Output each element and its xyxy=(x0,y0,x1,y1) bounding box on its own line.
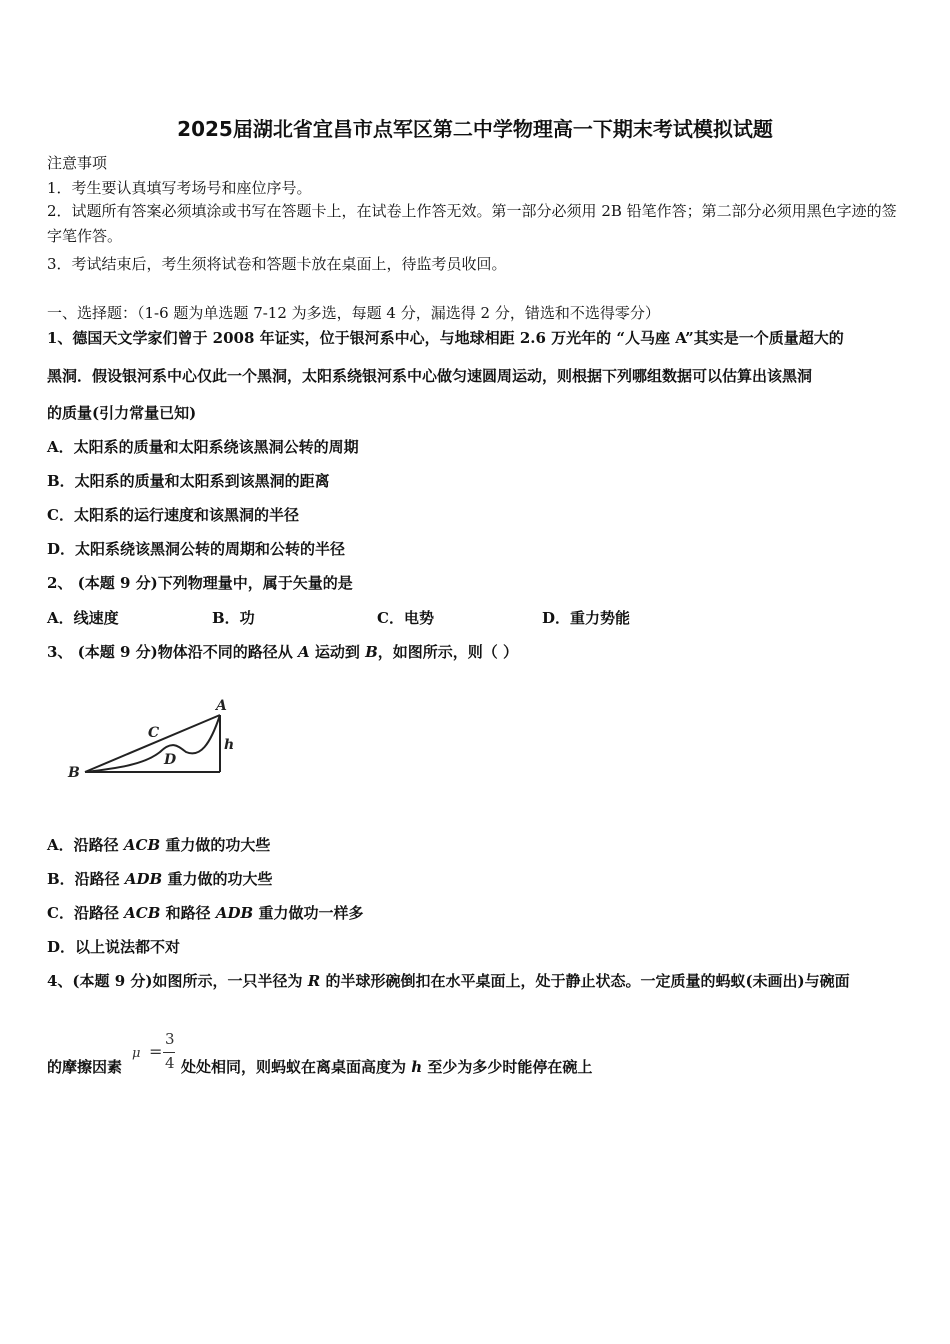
q2-option-c: C．电势 xyxy=(377,609,434,627)
q4-stem: 4、(本题 9 分)如图所示，一只半径为 R 的半球形碗倒扣在水平桌面上，处于静止状态。一定质量的蚂蚁(未画出)与碗面 xyxy=(47,972,850,990)
q3-figure xyxy=(60,690,250,790)
fraction-bar xyxy=(163,1052,175,1053)
q1-stem: 黑洞．假设银河系中心仅此一个黑洞，太阳系绕银河系中心做匀速圆周运动，则根据下列哪组数据可以估算出该黑洞 xyxy=(47,367,813,385)
notice-heading: 注意事项 xyxy=(47,154,108,172)
notice-item: 1．考生要认真填写考场号和座位序号。 xyxy=(47,179,312,197)
q3-stem-text: 3、 (本题 9 分)物体沿不同的路径从 xyxy=(47,643,298,661)
q2-option-b: B．功 xyxy=(212,609,255,627)
q4-stem-line2-rest: 处处相同，则蚂蚁在离桌面高度为 h 至少为多少时能停在碗上 xyxy=(181,1058,593,1076)
q2-option-d: D．重力势能 xyxy=(542,609,631,627)
height-symbol: h xyxy=(411,1058,423,1076)
fraction-denominator: 4 xyxy=(165,1054,175,1072)
q3-option-c: C．沿路径 ACB 和路径 ADB 重力做功一样多 xyxy=(47,904,364,922)
q3-option-b: B．沿路径 ADB 重力做的功大些 xyxy=(47,870,273,888)
q1-option-d: D．太阳系绕该黑洞公转的周期和公转的半径 xyxy=(47,540,346,558)
point-b-label: B xyxy=(365,643,378,661)
q4-stem-line2: 的摩擦因素 xyxy=(47,1058,123,1076)
q2-option-a: A．线速度 xyxy=(47,609,119,627)
label-c: C xyxy=(148,725,160,741)
q1-stem: 的质量(引力常量已知) xyxy=(47,404,197,422)
path-c xyxy=(85,715,220,772)
mu-symbol: μ xyxy=(132,1046,141,1061)
q3-option-a: A．沿路径 ACB 重力做的功大些 xyxy=(47,836,271,854)
equals-sign: = xyxy=(149,1042,163,1061)
q1-option-a: A．太阳系的质量和太阳系绕该黑洞公转的周期 xyxy=(47,438,359,456)
q1-option-c: C．太阳系的运行速度和该黑洞的半径 xyxy=(47,506,299,524)
label-b: B xyxy=(68,765,80,781)
label-h: h xyxy=(224,737,235,753)
fraction-numerator: 3 xyxy=(165,1030,175,1048)
q1-option-b: B．太阳系的质量和太阳系到该黑洞的距离 xyxy=(47,472,330,490)
point-a-label: A xyxy=(297,643,310,661)
radius-symbol: R xyxy=(307,972,321,990)
q3-option-d: D．以上说法都不对 xyxy=(47,938,181,956)
section-heading: 一、选择题：（1-6 题为单选题 7-12 为多选，每题 4 分，漏选得 2 分，错选和不选得零分） xyxy=(47,304,660,322)
friction-formula xyxy=(130,1030,180,1076)
q2-stem: 2、 (本题 9 分)下列物理量中，属于矢量的是 xyxy=(47,574,353,592)
q1-stem: 1、德国天文学家们曾于 2008 年证实，位于银河系中心，与地球相距 2.6 万光年的 “人马座 A”其实是一个质量超大的 xyxy=(47,329,844,347)
q3-stem xyxy=(47,641,518,662)
page-title: 2025届湖北省宜昌市点军区第二中学物理高一下期末考试模拟试题 xyxy=(177,117,773,141)
notice-item: 3．考试结束后，考生须将试卷和答题卡放在桌面上，待监考员收回。 xyxy=(47,255,507,273)
notice-item: 2．试题所有答案必须填涂或书写在答题卡上，在试卷上作答无效。第一部分必须用 2B 铅笔作答；第二部分必须用黑色字迹的签字笔作答。 xyxy=(47,202,897,245)
label-a: A xyxy=(216,698,227,714)
label-d: D xyxy=(164,752,177,768)
q3-stem-text: 运动到 xyxy=(309,643,366,661)
q3-stem-text: ，如图所示，则（ ） xyxy=(377,643,518,661)
